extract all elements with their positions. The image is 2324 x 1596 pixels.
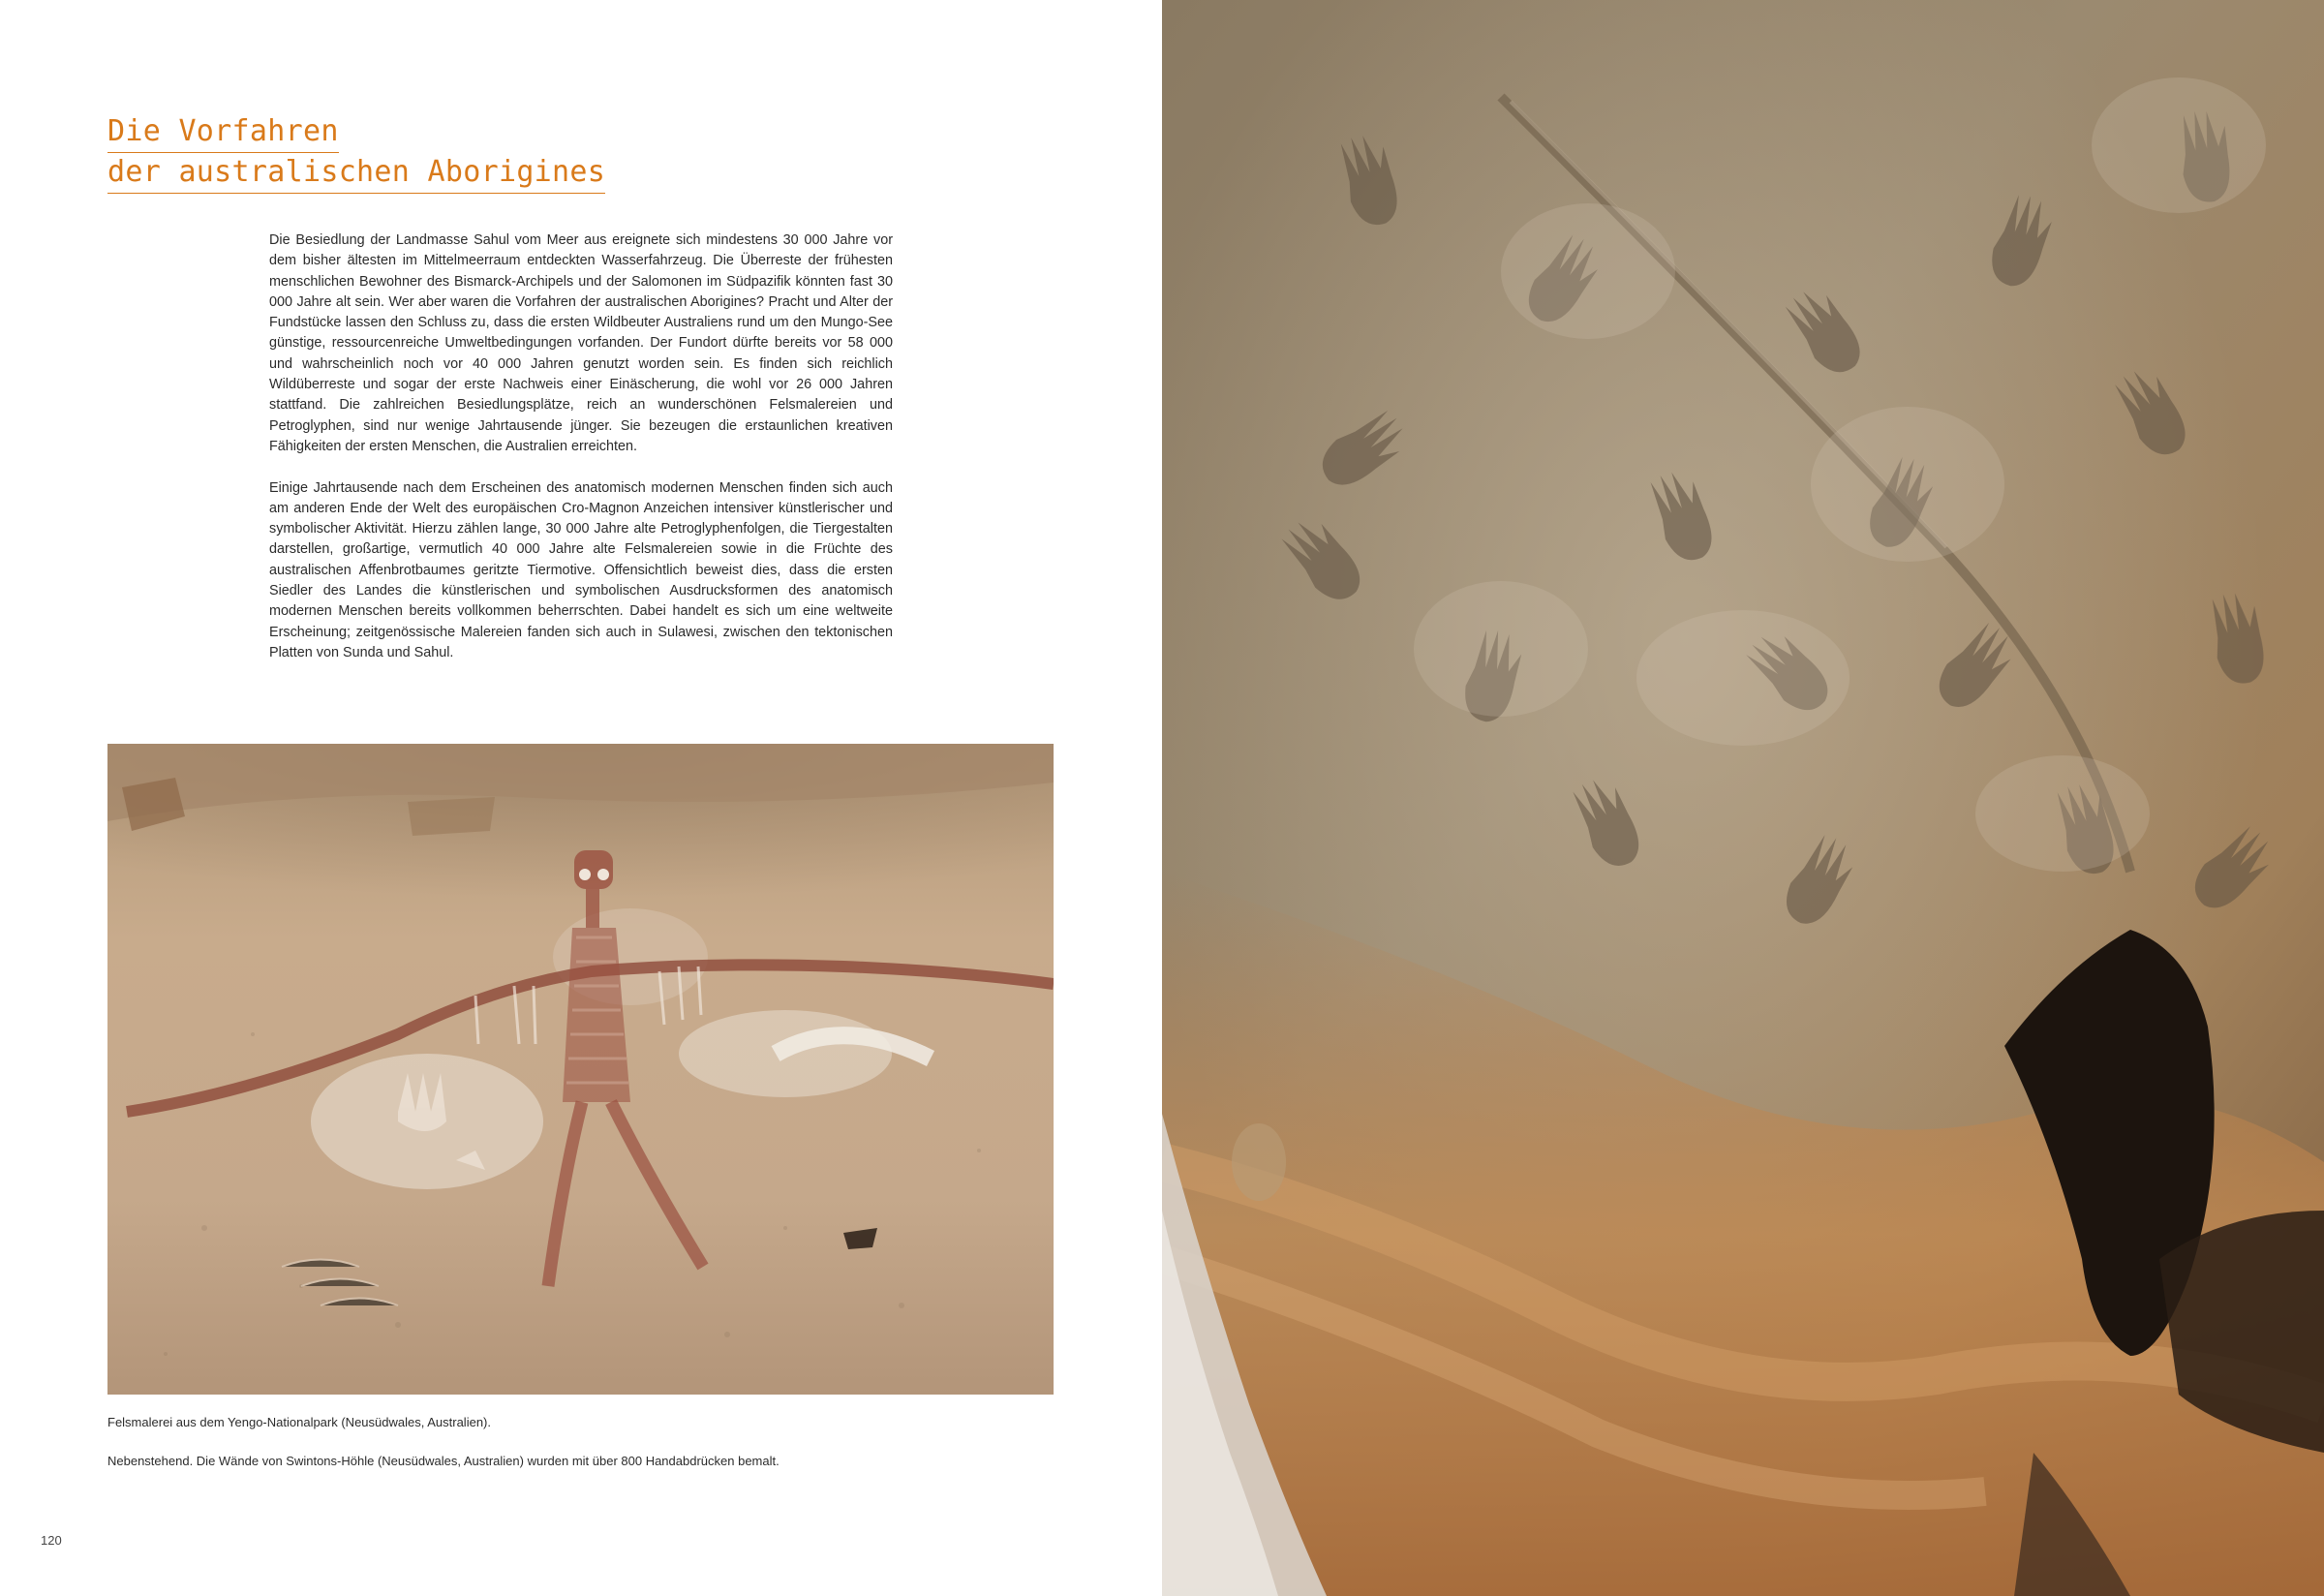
body-text [269,230,893,685]
title-line-2: der australischen Aborigines [107,153,605,194]
caption-opposite-photo: Nebenstehend. Die Wände von Swintons-Höhle (Neusüdwales, Australien) wurden mit über 800 Handabdrücken bemalt. [107,1454,780,1468]
paragraph-2: Einige Jahrtausende nach dem Erscheinen des anatomisch modernen Menschen finden sich auch am anderen Ende der Welt des europäischen Cro-Magnon Anzeichen intensiver künstlerischer und symbolischer Aktivität. Hierzu zählen lange, 30 000 Jahre alte Petroglyphenfolgen, die Tiergestalten darstellen, großartige, vermutlich 40 000 Jahre alte Felsmalereien sowie in die Früchte des australischen Affenbrotbaumes geritzte Tiermotive. Offensichtlich beweist dies, dass die ersten Siedler des Landes die künstlerischen und symbolischen Ausdrucksformen des anatomisch modernen Menschen bereits vollkommen beherrschten. Dabei handelt es sich um eine weltweite Erscheinung; zeitgenössische Malereien fanden sich auch in Sulawesi, zwischen den tektonischen Platten von Sunda und Sahul. [269,479,893,660]
page-number: 120 [41,1533,62,1548]
caption-main-photo: Felsmalerei aus dem Yengo-Nationalpark (Neusüdwales, Australien). [107,1415,491,1429]
title-line-1: Die Vorfahren [107,112,339,153]
cave-hand-stencils-photo [1162,0,2324,1596]
rock-painting-photo [107,744,1054,1395]
page-title [107,112,605,194]
paragraph-1: Die Besiedlung der Landmasse Sahul vom Meer aus ereignete sich mindestens 30 000 Jahre vor dem bisher ältesten im Mittelmeerraum entdeckten Wasserfahrzeug. Die Überreste der frühesten menschlichen Bewohner des Bismarck-Archipels und der Salomonen im Südpazifik könnten fast 30 000 Jahre alt sein. Wer aber waren die Vorfahren der australischen Aborigines? Pracht und Alter der Fundstücke lassen den Schluss zu, dass die ersten Wildbeuter Australiens rund um den Mungo-See günstige, ressourcenreiche Umweltbedingungen vorfanden. Der Fundort dürfte bereits vor 58 000 und wahrscheinlich noch vor 40 000 Jahren genutzt worden sein. Es finden sich reichlich Wildüberreste und sogar der erste Nachweis einer Einäscherung, die wohl vor 26 000 Jahren stattfand. Die zahlreichen Besiedlungsplätze, reich an wunderschönen Felsmalereien und Petroglyphen, sind nur wenige Jahrtausende jünger. Sie bezeugen die erstaunlichen kreativen Fähigkeiten der ersten Menschen, die Australien erreichten. [269,232,893,454]
